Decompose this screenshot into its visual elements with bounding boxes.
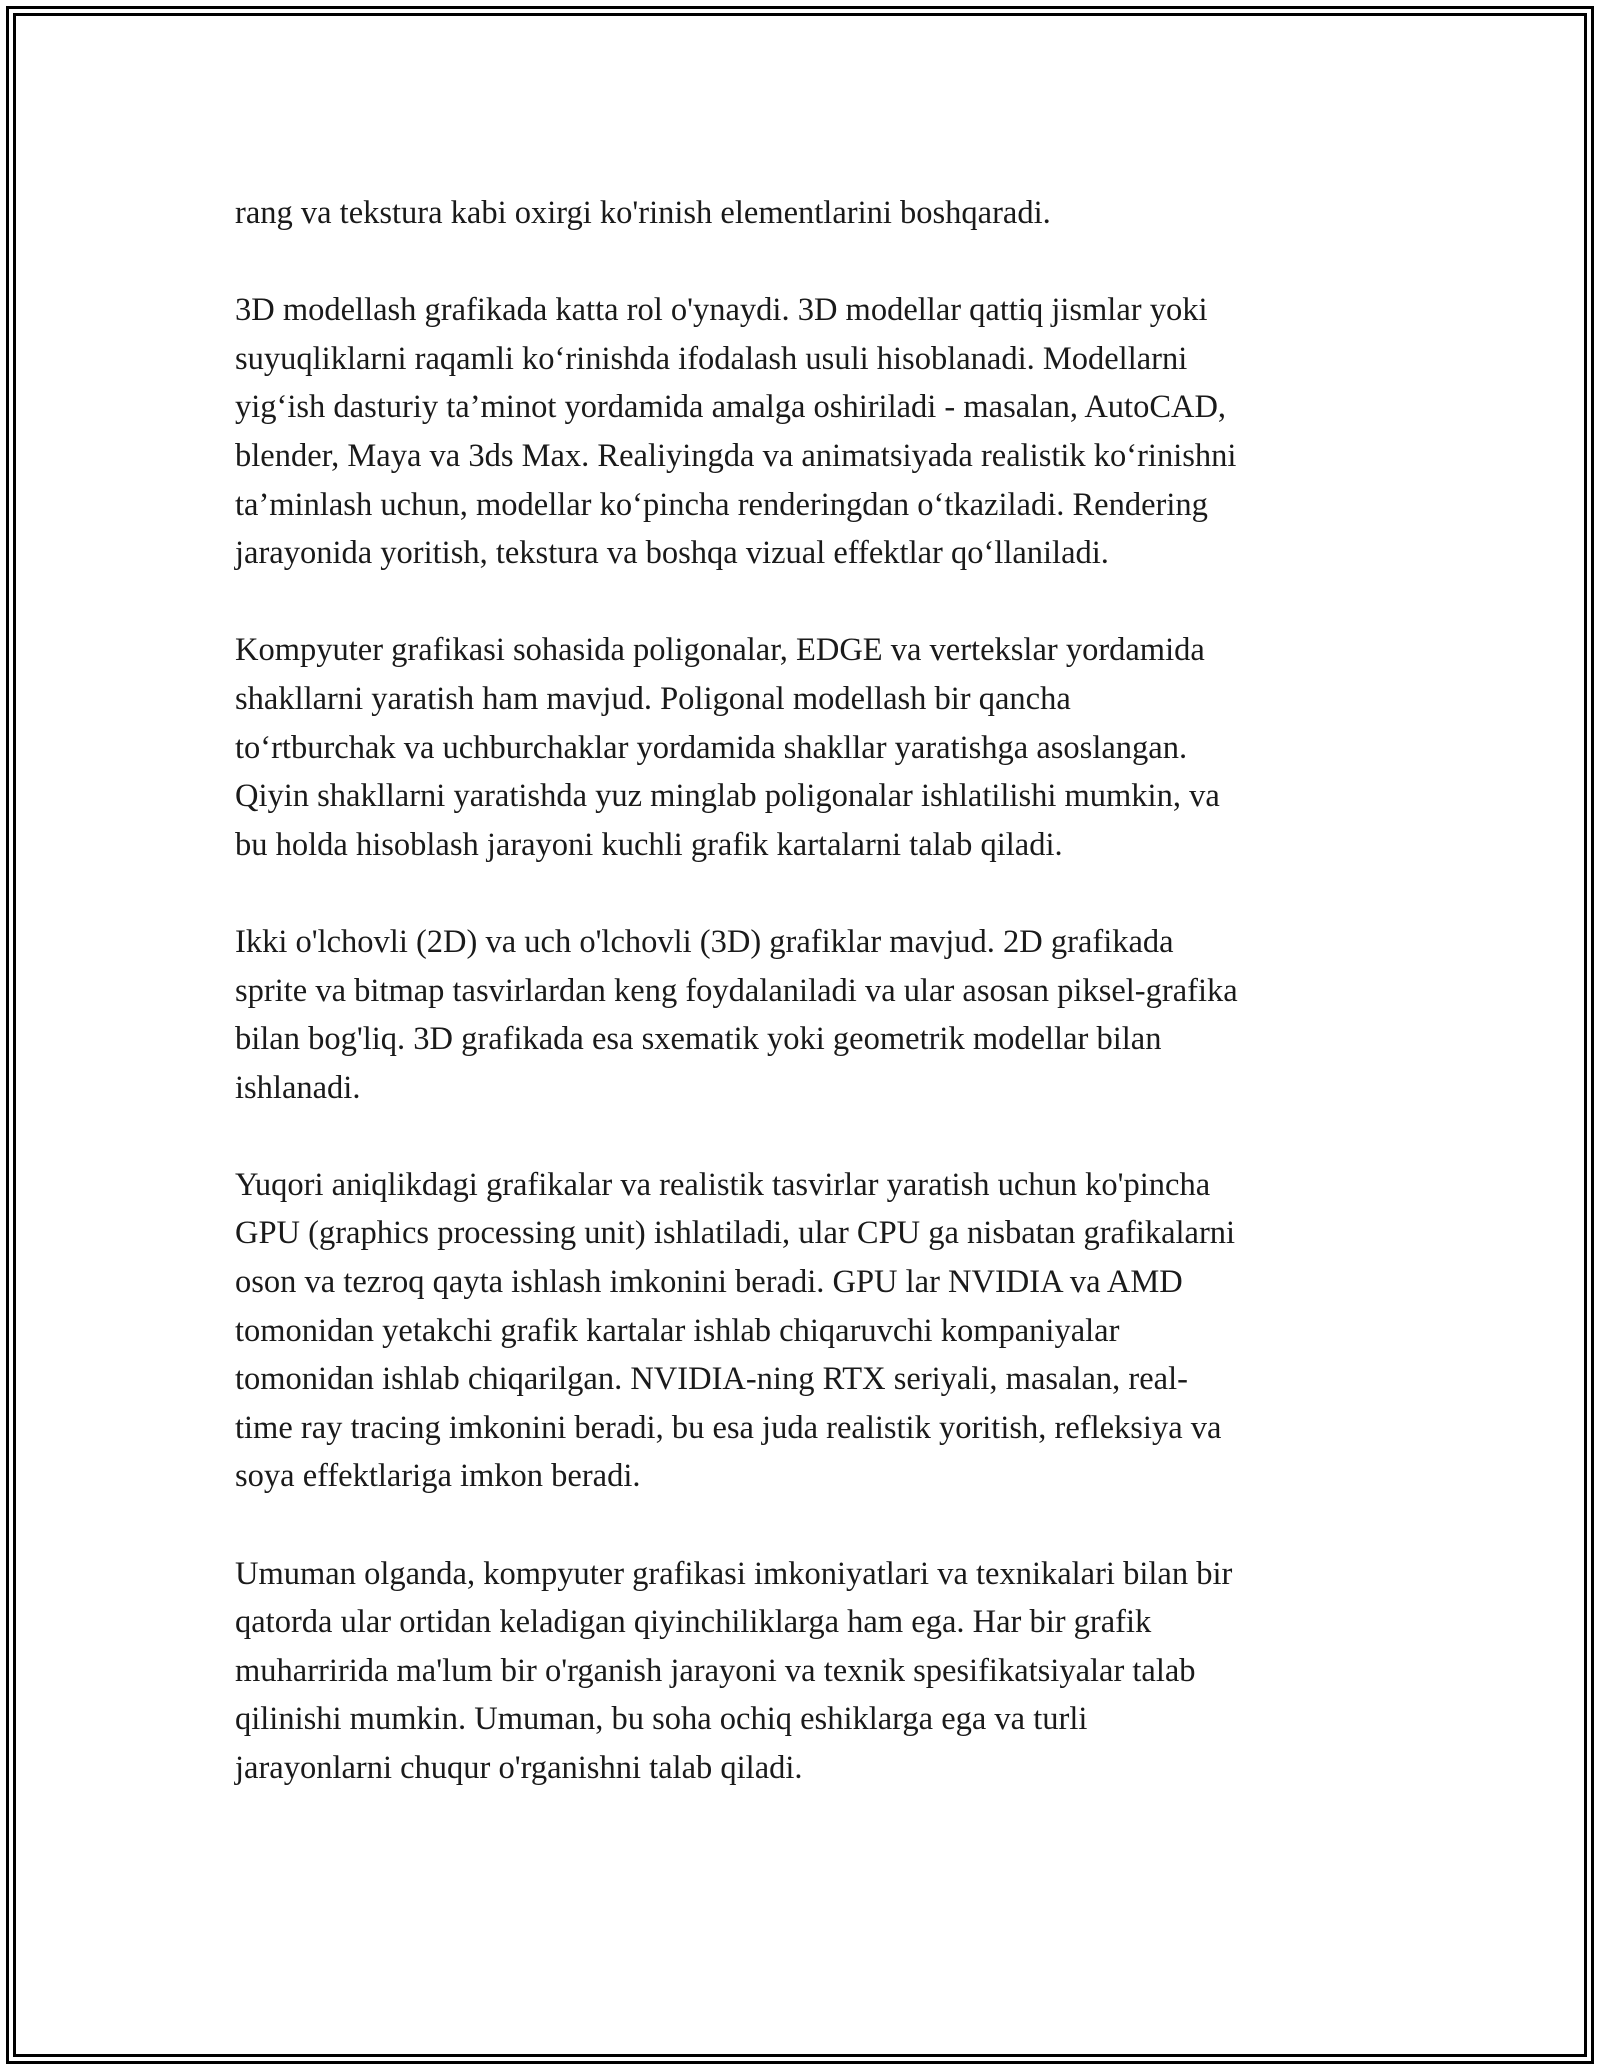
paragraph-4: Ikki o'lchovli (2D) va uch o'lchovli (3D) grafiklar mavjud. 2D grafikada sprite va bitmap tasvirlardan keng foydalaniladi va ular asosan piksel-grafika bilan bog'liq. 3D grafikada esa sxematik yoki geometrik modellar bilan ishlanadi. (235, 923, 1238, 1106)
paragraph-1: rang va tekstura kabi oxirgi ko'rinish elementlarini boshqaradi. (235, 195, 1051, 231)
paragraph-2: 3D modellash grafikada katta rol o'ynaydi. 3D modellar qattiq jismlar yoki suyuqliklarni raqamli ko‘rinishda ifodalash usuli hisoblanadi. Modellarni yig‘ish dasturiy ta’minot yordamida amalga oshiriladi - masalan, AutoCAD, blender, Maya va 3ds Max. Realiyingda va animatsiyada realistik ko‘rinishni ta’minlash uchun, modellar ko‘pincha renderingdan o‘tkaziladi. Rendering jarayonida yoritish, tekstura va boshqa vizual effektlar qo‘llaniladi. (235, 292, 1237, 572)
paragraph-6: Umuman olganda, kompyuter grafikasi imkoniyatlari va texnikalari bilan bir qatorda ular ortidan keladigan qiyinchiliklarga ham ega. Har bir grafik muharririda ma'lum bir o'rganish jarayoni va texnik spesifikatsiyalar talab qilinishi mumkin. Umuman, bu soha ochiq eshiklarga ega va turli jarayonlarni chuqur o'rganishni talab qiladi. (235, 1555, 1233, 1786)
paragraph-5: Yuqori aniqlikdagi grafikalar va realistik tasvirlar yaratish uchun ko'pincha GPU (graphics processing unit) ishlatiladi, ular CPU ga nisbatan grafikalarni oson va tezroq qayta ishlash imkonini beradi. GPU lar NVIDIA va AMD tomonidan yetakchi grafik kartalar ishlab chiqaruvchi kompaniyalar tomonidan ishlab chiqarilgan. NVIDIA-ning RTX seriyali, masalan, real- time ray tracing imkonini beradi, bu esa juda realistik yoritish, refleksiya va soya effektlariga imkon beradi. (235, 1166, 1236, 1495)
paragraph-3: Kompyuter grafikasi sohasida poligonalar, EDGE va vertekslar yordamida shakllarni yaratish ham mavjud. Poligonal modellash bir qancha to‘rtburchak va uchburchaklar yordamida shakllar yaratishga asoslangan. Qiyin shakllarni yaratishda yuz minglab poligonalar ishlatilishi mumkin, va bu holda hisoblash jarayoni kuchli grafik kartalarni talab qiladi. (235, 632, 1220, 863)
document-body (235, 189, 1375, 1793)
